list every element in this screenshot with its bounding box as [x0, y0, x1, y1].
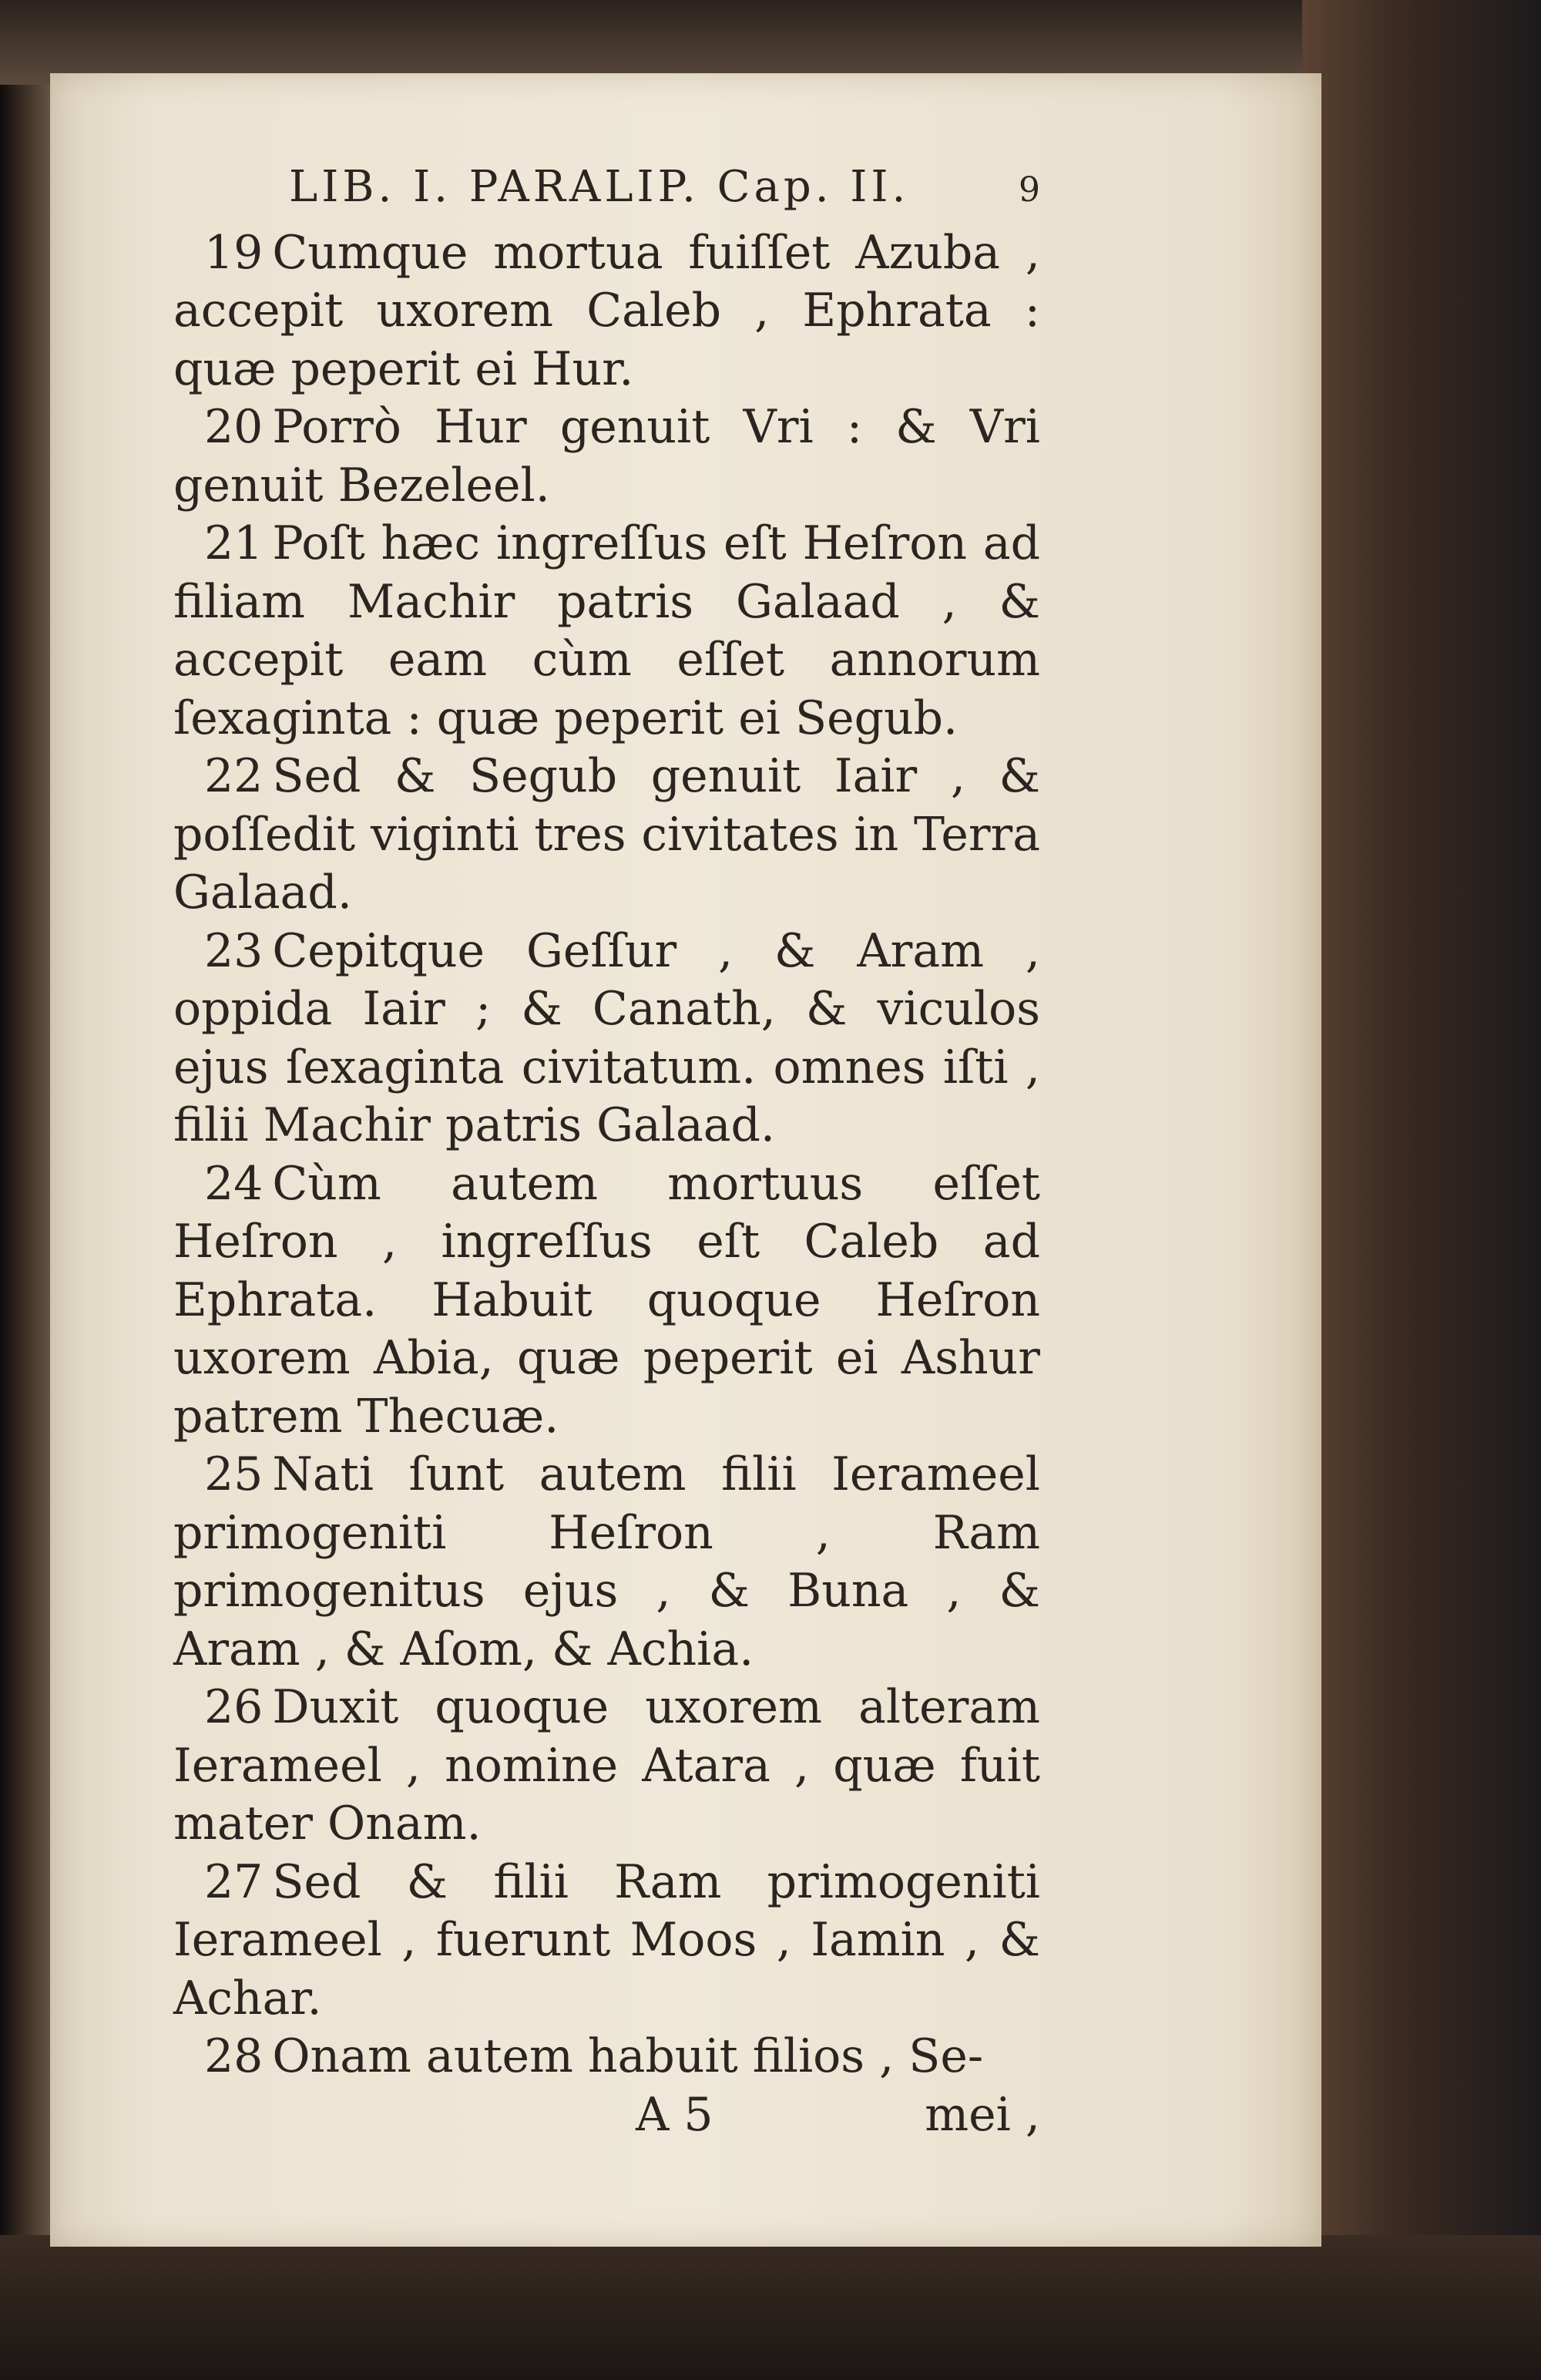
binding-top — [0, 0, 1356, 85]
verse-text: Cepitque Geſſur , & Aram , oppida Iair ; & Canath, & viculos ejus ſexaginta civitatum. omnes iſti , filii Machir patris Galaad. — [173, 923, 1040, 1152]
background-right — [1302, 0, 1541, 2380]
binding-left — [0, 0, 54, 2380]
verse-text: Onam autem habuit filios , Se- — [272, 2029, 984, 2083]
verse — [173, 1446, 1040, 1679]
verse-text: Sed & filii Ram primogeniti Ierameel , fuerunt Moos , Iamin , & Achar. — [173, 1854, 1040, 2025]
verse-number: 22 — [204, 749, 264, 803]
verse — [173, 2028, 1040, 2086]
verse — [173, 1155, 1040, 1447]
verse — [173, 1854, 1040, 2029]
verse-text: Sed & Segub genuit Iair , & poſſedit viginti tres civitates in Terra Galaad. — [173, 749, 1040, 919]
running-title: LIB. I. PARALIP. Cap. II. — [289, 162, 910, 212]
verse-text: Nati ſunt autem filii Ierameel primogeniti Heſron , Ram primogenitus ejus , & Buna , & Aram , & Aſom, & Achia. — [173, 1447, 1040, 1676]
verse-number: 23 — [204, 923, 264, 978]
verse-number: 26 — [204, 1680, 264, 1734]
verse-number: 28 — [204, 2029, 264, 2083]
page-footer — [173, 2086, 1040, 2144]
verse-number: 27 — [204, 1854, 264, 1909]
page-number: 9 — [1019, 170, 1040, 210]
verse-number: 19 — [204, 225, 264, 280]
verse — [173, 398, 1040, 515]
verse-number: 20 — [204, 400, 264, 454]
page-text — [173, 158, 1040, 2144]
verse-text: Poſt hæc ingreſſus eſt Heſron ad filiam Machir patris Galaad , & accepit eam cùm eſſet annorum ſexaginta : quæ peperit ei Segub. — [173, 516, 1040, 745]
verse — [173, 1679, 1040, 1854]
verse — [173, 224, 1040, 399]
verse-number: 25 — [204, 1447, 264, 1501]
verse-number: 21 — [204, 516, 264, 570]
verse-number: 24 — [204, 1156, 264, 1211]
signature-mark: A 5 — [636, 2087, 713, 2142]
verse-text: Duxit quoque uxorem alteram Ierameel , nomine Atara , quæ fuit mater Onam. — [173, 1680, 1040, 1851]
catchword: mei , — [925, 2087, 1040, 2142]
verse-text: Cumque mortua fuiſſet Azuba , accepit uxorem Caleb , Ephrata : quæ peperit ei Hur. — [173, 225, 1040, 396]
background-bottom — [0, 2235, 1541, 2380]
verse — [173, 748, 1040, 923]
verse-text: Porrò Hur genuit Vri : & Vri genuit Bezeleel. — [173, 400, 1040, 513]
verse — [173, 515, 1040, 748]
running-header — [173, 158, 1040, 220]
verse-text: Cùm autem mortuus eſſet Heſron , ingreſſus eſt Caleb ad Ephrata. Habuit quoque Heſron uxorem Abia, quæ peperit ei Ashur patrem Thecuæ. — [173, 1156, 1040, 1444]
verse — [173, 923, 1040, 1155]
